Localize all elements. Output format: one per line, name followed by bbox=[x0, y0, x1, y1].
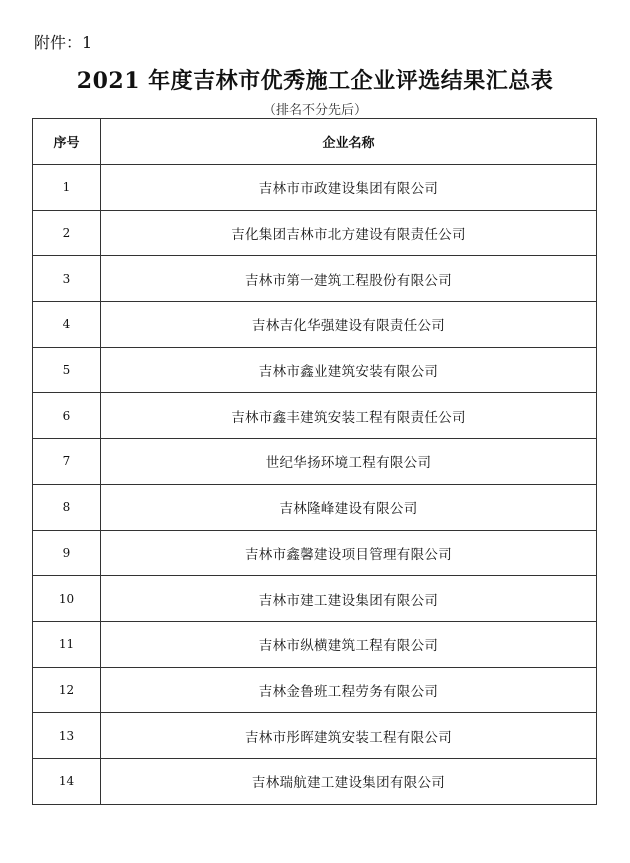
table-row bbox=[33, 484, 597, 530]
company-name: 吉林金鲁班工程劳务有限公司 bbox=[101, 667, 597, 713]
table-row bbox=[33, 758, 597, 804]
row-number: 5 bbox=[33, 347, 101, 393]
company-name: 吉林隆峰建设有限公司 bbox=[101, 484, 597, 530]
row-number: 4 bbox=[33, 302, 101, 348]
table-row bbox=[33, 576, 597, 622]
page-title: 2021 年度吉林市优秀施工企业评选结果汇总表 bbox=[76, 68, 554, 94]
column-header-company-name: 企业名称 bbox=[101, 119, 597, 165]
company-name: 吉林市彤晖建筑安装工程有限公司 bbox=[101, 713, 597, 759]
row-number: 7 bbox=[33, 439, 101, 485]
results-table bbox=[32, 118, 597, 805]
table-row bbox=[33, 713, 597, 759]
table-row bbox=[33, 347, 597, 393]
company-name: 吉林市市政建设集团有限公司 bbox=[101, 165, 597, 211]
row-number: 6 bbox=[33, 393, 101, 439]
row-number: 12 bbox=[33, 667, 101, 713]
table-header-row bbox=[33, 119, 597, 165]
company-name: 吉林瑞航建工建设集团有限公司 bbox=[101, 758, 597, 804]
table-row bbox=[33, 302, 597, 348]
table-row bbox=[33, 393, 597, 439]
column-header-number: 序号 bbox=[33, 119, 101, 165]
table-row bbox=[33, 530, 597, 576]
row-number: 8 bbox=[33, 484, 101, 530]
row-number: 11 bbox=[33, 621, 101, 667]
table-row bbox=[33, 210, 597, 256]
table-row bbox=[33, 667, 597, 713]
company-name: 吉林吉化华强建设有限责任公司 bbox=[101, 302, 597, 348]
page-subtitle: （排名不分先后） bbox=[262, 103, 367, 118]
company-name: 世纪华扬环境工程有限公司 bbox=[101, 439, 597, 485]
company-name: 吉林市建工建设集团有限公司 bbox=[101, 576, 597, 622]
company-name: 吉林市鑫丰建筑安装工程有限责任公司 bbox=[101, 393, 597, 439]
row-number: 2 bbox=[33, 210, 101, 256]
company-name: 吉林市鑫业建筑安装有限公司 bbox=[101, 347, 597, 393]
row-number: 1 bbox=[33, 165, 101, 211]
row-number: 14 bbox=[33, 758, 101, 804]
table-row bbox=[33, 165, 597, 211]
company-name: 吉化集团吉林市北方建设有限责任公司 bbox=[101, 210, 597, 256]
row-number: 10 bbox=[33, 576, 101, 622]
table-row bbox=[33, 256, 597, 302]
attachment-label: 附件：1 bbox=[34, 33, 93, 52]
company-name: 吉林市纵横建筑工程有限公司 bbox=[101, 621, 597, 667]
row-number: 3 bbox=[33, 256, 101, 302]
row-number: 13 bbox=[33, 713, 101, 759]
table-row bbox=[33, 621, 597, 667]
company-name: 吉林市第一建筑工程股份有限公司 bbox=[101, 256, 597, 302]
company-name: 吉林市鑫馨建设项目管理有限公司 bbox=[101, 530, 597, 576]
table-row bbox=[33, 439, 597, 485]
row-number: 9 bbox=[33, 530, 101, 576]
